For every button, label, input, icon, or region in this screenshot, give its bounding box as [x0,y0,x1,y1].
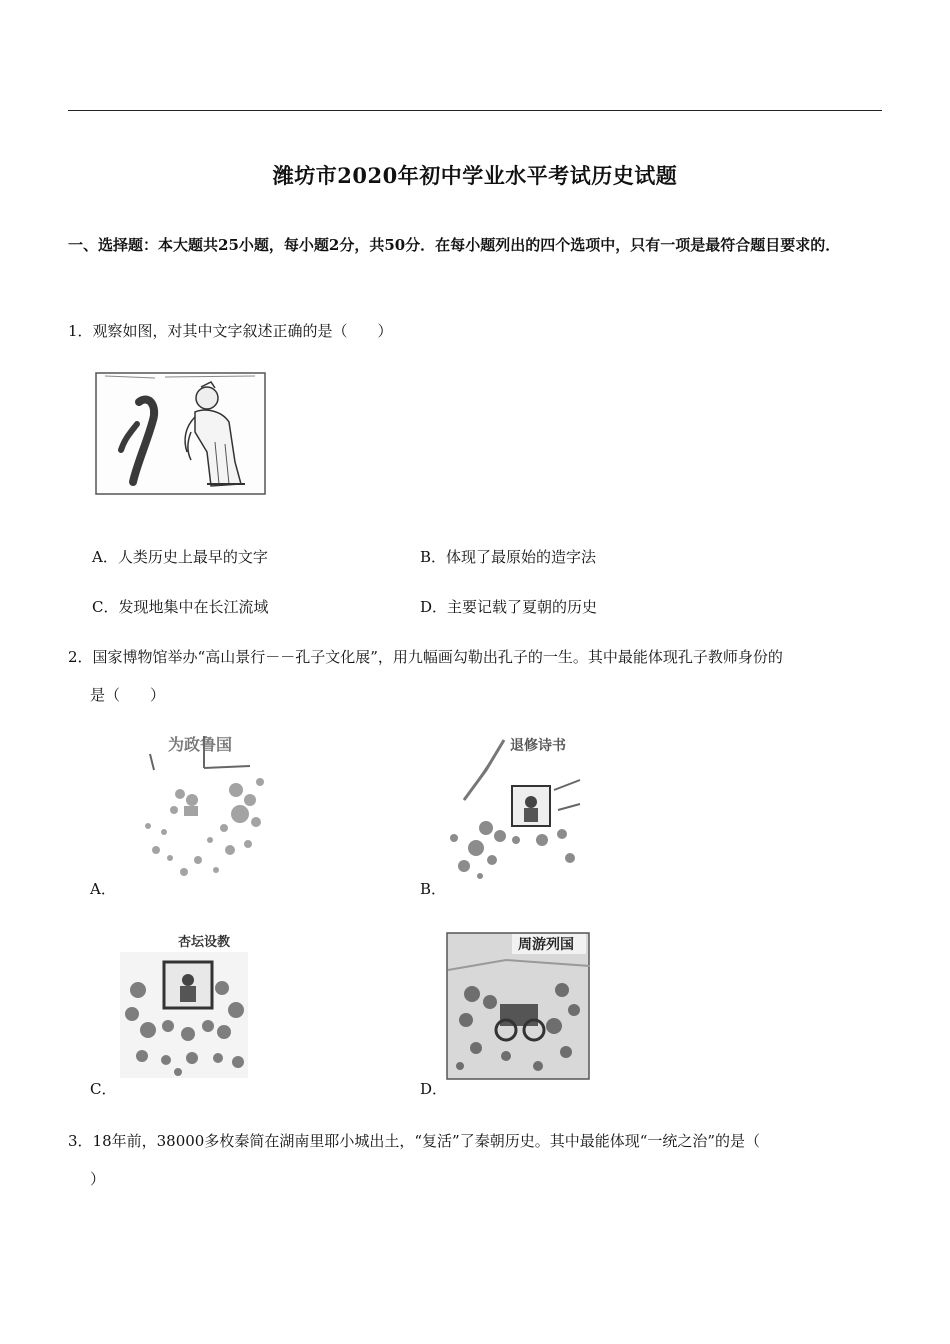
question-number: 1． [68,322,93,340]
question-3 [68,1126,760,1156]
painting-travelling-states-icon [446,930,592,1080]
painting-caption: 周游列国 [518,937,574,953]
option-1-c[interactable]: C．发现地集中在长江流域 [92,598,269,616]
option-2-c[interactable]: C． [90,1080,117,1098]
ancient-character-ren-figure-icon [95,372,267,496]
question-number: 2． [68,648,93,666]
option-2-c-image [118,930,252,1080]
question-1-figure [95,372,267,496]
painting-caption: 退修诗书 [510,738,566,754]
option-2-b-image [446,730,582,882]
question-stem: 观察如图，对其中文字叙述正确的是（ ） [92,322,393,340]
painting-apricot-altar-teaching-icon [118,930,252,1080]
painting-caption: 为政鲁国 [168,735,233,754]
painting-governing-lu-icon [140,730,272,882]
option-2-a[interactable]: A． [90,880,116,898]
question-stem: 18年前，38000多枚秦简在湖南里耶小城出土，“复活”了秦朝历史。其中最能体现“一统之治”的是（ [92,1132,761,1150]
painting-caption: 杏坛设教 [178,935,231,950]
header-rule [68,110,882,111]
section-heading: 一、选择题：本大题共25小题，每小题2分，共50分．在每小题列出的四个选项中，只有一项是最符合题目要求的． [68,236,841,254]
question-1 [68,316,393,346]
painting-editing-classics-icon [446,730,582,882]
question-2-stem-cont: 是（ ） [90,686,166,704]
option-2-b[interactable]: B． [420,880,447,898]
option-1-d[interactable]: D．主要记载了夏朝的历史 [420,598,598,616]
page-title: 潍坊市2020年初中学业水平考试历史试题 [272,163,678,188]
option-2-d-image [446,930,592,1080]
question-stem: 国家博物馆举办“高山景行－－孔子文化展”，用九幅画勾勒出孔子的一生。其中最能体现孔子教师身份的 [92,648,783,666]
question-number: 3． [68,1132,93,1150]
option-2-a-image [140,730,272,882]
option-2-d[interactable]: D． [420,1080,448,1098]
question-3-stem-cont: ） [90,1170,106,1188]
question-2 [68,642,783,672]
option-1-b[interactable]: B．体现了最原始的造字法 [420,548,597,566]
option-1-a[interactable]: A．人类历史上最早的文字 [92,548,268,566]
